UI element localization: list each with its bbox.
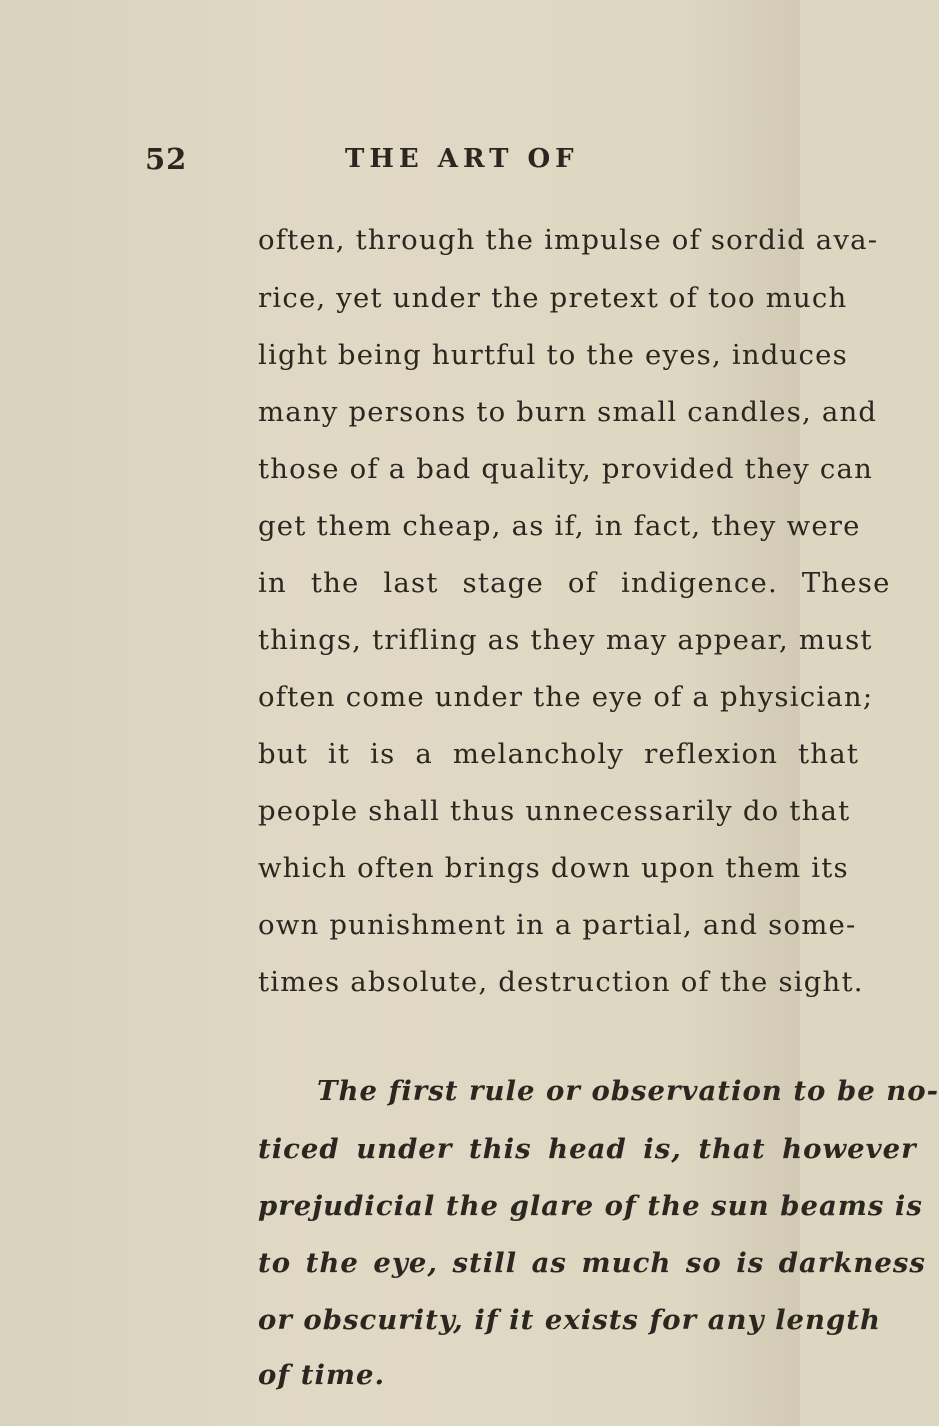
text-line-italic: ticed under this head is, that however xyxy=(258,1133,917,1165)
text-line-italic: or obscurity, if it exists for any length xyxy=(258,1304,881,1336)
text-line: own punishment in a partial, and some- xyxy=(258,909,857,941)
text-line-italic: The first rule or observation to be no- xyxy=(317,1075,939,1107)
text-line: in the last stage of indigence. These xyxy=(258,567,891,599)
text-line: which often brings down upon them its xyxy=(258,852,849,884)
text-line-italic: of time. xyxy=(258,1359,386,1391)
text-line: rice, yet under the pretext of too much xyxy=(258,282,848,314)
text-line: often come under the eye of a physician; xyxy=(258,681,874,713)
text-line: people shall thus unnecessarily do that xyxy=(258,795,851,827)
text-line: light being hurtful to the eyes, induces xyxy=(258,339,848,371)
running-head: THE ART OF xyxy=(345,144,579,174)
text-line: many persons to burn small candles, and xyxy=(258,396,878,428)
page-number: 52 xyxy=(145,142,188,176)
text-line-italic: prejudicial the glare of the sun beams is xyxy=(258,1190,923,1222)
text-line-italic: to the eye, still as much so is darkness xyxy=(258,1247,926,1279)
text-line: times absolute, destruction of the sight. xyxy=(258,966,864,998)
text-line: often, through the impulse of sordid ava- xyxy=(258,224,879,256)
text-line: but it is a melancholy reflexion that xyxy=(258,738,860,770)
text-line: those of a bad quality, provided they can xyxy=(258,453,874,485)
text-line: things, trifling as they may appear, must xyxy=(258,624,873,656)
text-line: get them cheap, as if, in fact, they were xyxy=(258,510,861,542)
